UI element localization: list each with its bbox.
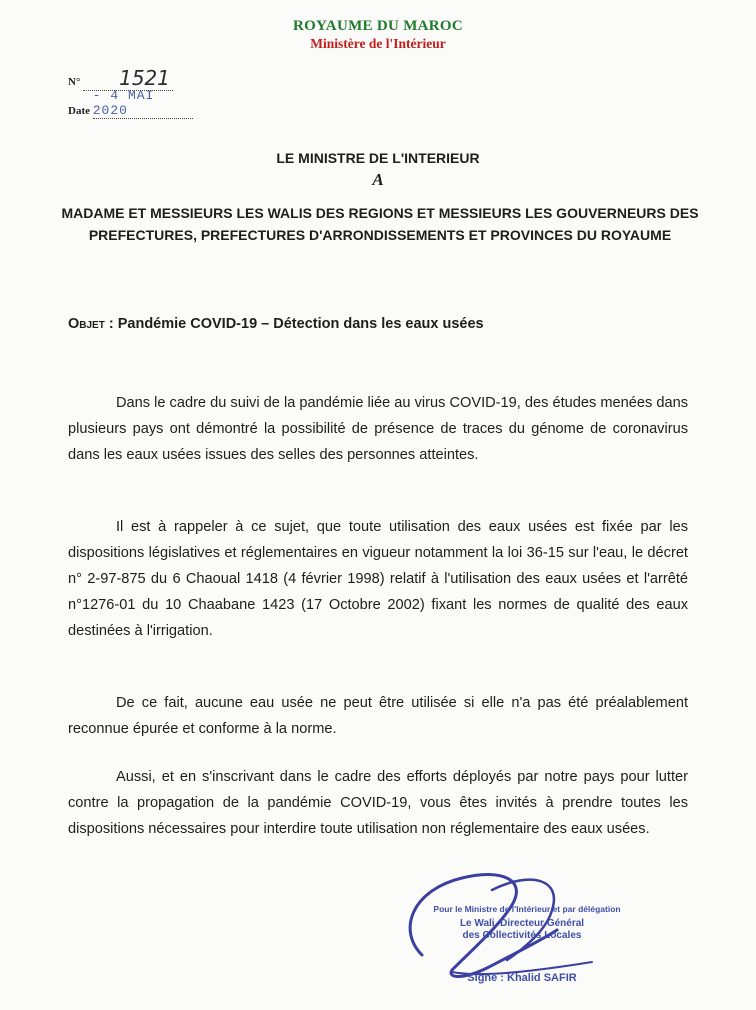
date-label: Date bbox=[68, 105, 90, 117]
paragraph-1: Dans le cadre du suivi de la pandémie liée au virus COVID-19, des études menées dans plusieurs pays ont démontré la possibilité de présence de traces du génome de coronavirus dans les eaux usées issues des selles des personnes atteintes. bbox=[68, 395, 688, 463]
letterhead bbox=[0, 18, 756, 52]
number-value: 1521 bbox=[119, 66, 170, 90]
paragraph-4: Aussi, et en s'inscrivant dans le cadre des efforts déployés par notre pays pour lutter contre la propagation de la pandémie COVID-19, vous êtes invités à prendre toutes les dispositions nécessaires pour interdire toute utilisation non réglementaire des eaux usées. bbox=[68, 769, 688, 837]
addressee-prefix: A bbox=[372, 170, 384, 189]
subject-text: Pandémie COVID-19 – Détection dans les eaux usées bbox=[117, 316, 484, 332]
signatory-name: Signé : Khalid SAFIR bbox=[467, 972, 577, 984]
subject-label: Objet : bbox=[68, 316, 114, 332]
kingdom-title: ROYAUME DU MAROC bbox=[292, 18, 464, 34]
number-label: N° bbox=[68, 76, 81, 88]
signature-line-3: des Collectivités Locales bbox=[462, 930, 582, 941]
paragraph-3: De ce fait, aucune eau usée ne peut être utilisée si elle n'a pas été préalablement reconnue épurée et conforme à la norme. bbox=[68, 695, 688, 737]
date-stamp: - 4 MAI 2020 bbox=[92, 88, 155, 118]
date-field bbox=[93, 88, 193, 119]
signature-line-1: Pour le Ministre de l'Intérieur et par délégation bbox=[433, 904, 621, 914]
reference-date bbox=[68, 88, 193, 119]
signature-line-2: Le Wali, Directeur Général bbox=[459, 918, 585, 929]
ministry-title: Ministère de l'Intérieur bbox=[310, 36, 446, 51]
addressee: MADAME ET MESSIEURS LES WALIS DES REGIONS ET MESSIEURS LES GOUVERNEURS DES PREFECTURES, PREFECTURES D'ARRONDISSEMENTS ET PROVINCES DU ROYAUME bbox=[61, 205, 699, 243]
subject-line bbox=[68, 316, 484, 332]
paragraph-2: Il est à rappeler à ce sujet, que toute utilisation des eaux usées est fixée par les dispositions législatives et réglementaires en vigueur notamment la loi 36-15 sur l'eau, le décret n° 2-97-875 du 6 Chaoual 1418 (4 février 1998) relatif à l'utilisation des eaux usées et l'arrêté n°1276-01 du 10 Chaabane 1423 (17 Octobre 2002) fixant les normes de qualité des eaux destinées à l'irrigation. bbox=[68, 519, 688, 639]
signature-block bbox=[392, 860, 652, 1000]
sender: LE MINISTRE DE L'INTERIEUR bbox=[276, 150, 480, 166]
